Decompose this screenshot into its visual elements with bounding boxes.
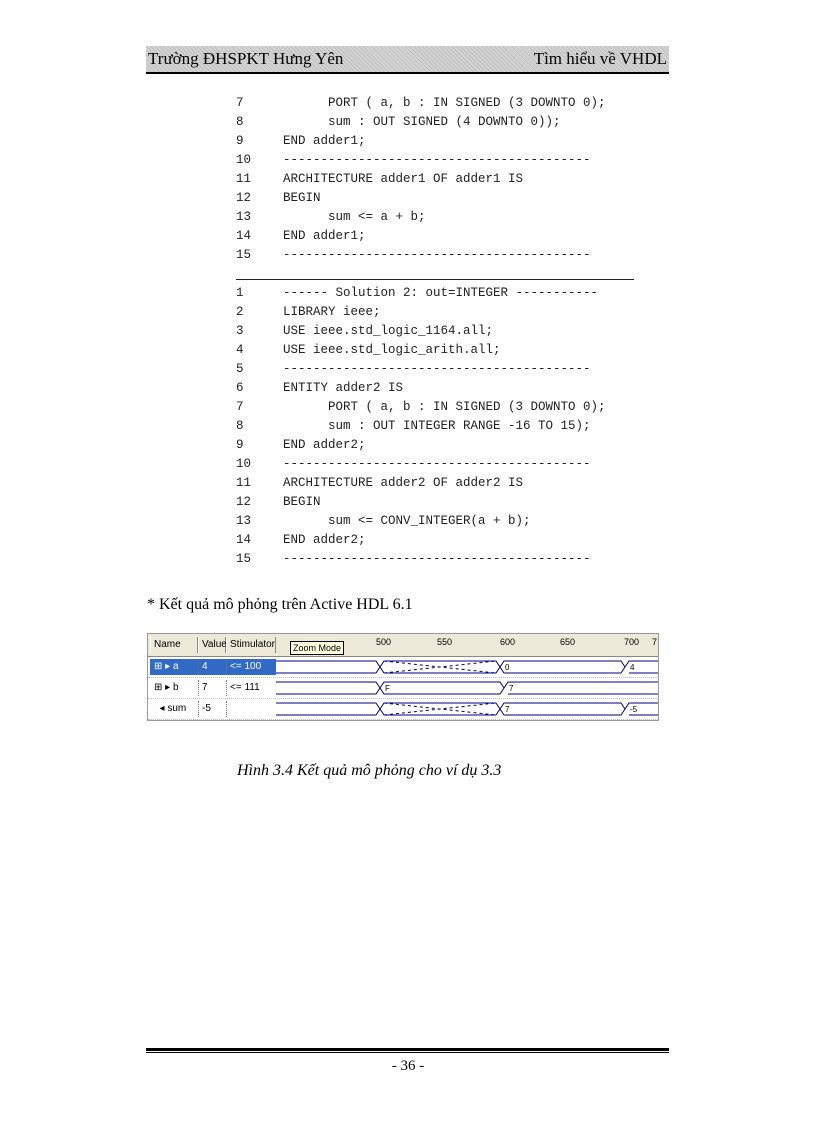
code-text: -----------------------------------------: [283, 248, 591, 262]
line-number: 10: [236, 457, 252, 471]
code-text: sum <= CONV_INTEGER(a + b);: [283, 514, 531, 528]
waveform-b: [276, 678, 658, 698]
code-line: [236, 246, 646, 265]
line-number: 9: [236, 438, 244, 452]
code-text: -----------------------------------------: [283, 457, 591, 471]
section-title: * Kết quả mô phỏng trên Active HDL 6.1: [147, 596, 413, 613]
column-stimulator[interactable]: Stimulator: [226, 637, 276, 653]
waveform-a: [276, 657, 658, 677]
tick-label: 7: [652, 637, 658, 647]
code-text: -----------------------------------------: [283, 362, 591, 376]
line-number: 8: [236, 419, 244, 433]
wave-label: 0: [505, 663, 510, 672]
code-line: [236, 512, 646, 531]
signal-stimulator[interactable]: <= 111: [226, 680, 276, 696]
code-line: [236, 360, 646, 379]
signal-stimulator[interactable]: <= 100: [226, 659, 276, 675]
code-text: PORT ( a, b : IN SIGNED (3 DOWNTO 0);: [283, 96, 606, 110]
code-text: END adder2;: [283, 533, 366, 547]
code-text: END adder1;: [283, 229, 366, 243]
wave-label: F: [385, 684, 390, 693]
line-number: 2: [236, 305, 244, 319]
signal-stimulator[interactable]: [226, 701, 276, 717]
page-number: - 36 -: [391, 1058, 425, 1074]
code-text: sum : OUT INTEGER RANGE -16 TO 15);: [283, 419, 591, 433]
code-text: -----------------------------------------: [283, 552, 591, 566]
line-number: 13: [236, 210, 252, 224]
tick-label: 700: [624, 637, 640, 647]
code-line: [236, 531, 646, 550]
line-number: 7: [236, 96, 244, 110]
code-text: ENTITY adder2 IS: [283, 381, 404, 395]
line-number: 5: [236, 362, 244, 376]
code-separator: [236, 265, 634, 280]
waveform-viewer[interactable]: [147, 633, 659, 721]
signal-row-sum[interactable]: [148, 699, 658, 720]
line-number: 3: [236, 324, 244, 338]
line-number: 14: [236, 229, 252, 243]
tick-label: 550: [437, 637, 453, 647]
tick-label: 500: [376, 637, 392, 647]
code-line: [236, 284, 646, 303]
line-number: 10: [236, 153, 252, 167]
code-text: sum <= a + b;: [283, 210, 426, 224]
code-text: END adder2;: [283, 438, 366, 452]
waveform-header: [148, 634, 658, 657]
line-number: 4: [236, 343, 244, 357]
wave-label: 7: [505, 705, 510, 714]
code-text: ARCHITECTURE adder1 OF adder1 IS: [283, 172, 524, 186]
code-line: [236, 436, 646, 455]
code-line: [236, 94, 646, 113]
code-text: ARCHITECTURE adder2 OF adder2 IS: [283, 476, 524, 490]
wave-label: -5: [630, 705, 638, 714]
code-text: PORT ( a, b : IN SIGNED (3 DOWNTO 0);: [283, 400, 606, 414]
signal-name[interactable]: ◂ sum: [154, 703, 187, 714]
signal-value: -5: [198, 701, 226, 717]
header-school: Trường ĐHSPKT Hưng Yên: [148, 49, 344, 68]
line-number: 6: [236, 381, 244, 395]
page-header: [146, 46, 669, 74]
code-line: [236, 550, 646, 569]
column-name[interactable]: Name: [150, 637, 198, 653]
signal-name[interactable]: ⊞ ▸ b: [154, 682, 179, 693]
signal-value: 7: [198, 680, 226, 696]
zoom-mode-tooltip: Zoom Mode: [290, 641, 344, 655]
code-line: [236, 474, 646, 493]
line-number: 15: [236, 552, 252, 566]
code-line: [236, 189, 646, 208]
line-number: 13: [236, 514, 252, 528]
code-text: USE ieee.std_logic_1164.all;: [283, 324, 494, 338]
line-number: 14: [236, 533, 252, 547]
code-block-adder2: [236, 284, 646, 569]
footer-rule-thin: [146, 1052, 669, 1053]
wave-label: 4: [630, 663, 635, 672]
code-text: ------ Solution 2: out=INTEGER -----------: [283, 286, 599, 300]
waveform-sum: [276, 699, 658, 719]
code-text: USE ieee.std_logic_arith.all;: [283, 343, 501, 357]
header-topic: Tìm hiểu về VHDL: [533, 49, 667, 68]
signal-row-b[interactable]: [148, 678, 658, 699]
code-listing: [236, 94, 646, 569]
tick-label: 650: [560, 637, 576, 647]
figure-caption: Hình 3.4 Kết quả mô phỏng cho ví dụ 3.3: [237, 762, 502, 779]
code-text: LIBRARY ieee;: [283, 305, 381, 319]
line-number: 8: [236, 115, 244, 129]
code-line: [236, 322, 646, 341]
code-line: [236, 493, 646, 512]
line-number: 7: [236, 400, 244, 414]
code-line: [236, 151, 646, 170]
code-text: sum : OUT SIGNED (4 DOWNTO 0));: [283, 115, 561, 129]
code-text: -----------------------------------------: [283, 153, 591, 167]
code-line: [236, 398, 646, 417]
code-line: [236, 379, 646, 398]
line-number: 11: [236, 476, 252, 490]
code-text: BEGIN: [283, 495, 321, 509]
code-block-adder1: [236, 94, 646, 265]
code-line: [236, 341, 646, 360]
tick-label: 600: [500, 637, 516, 647]
column-value[interactable]: Value: [198, 637, 226, 653]
line-number: 12: [236, 495, 252, 509]
code-line: [236, 208, 646, 227]
line-number: 12: [236, 191, 252, 205]
signal-value: 4: [198, 659, 226, 675]
line-number: 15: [236, 248, 252, 262]
signal-name[interactable]: ⊞ ▸ a: [150, 659, 198, 675]
code-line: [236, 170, 646, 189]
line-number: 1: [236, 286, 244, 300]
code-text: END adder1;: [283, 134, 366, 148]
code-text: BEGIN: [283, 191, 321, 205]
code-line: [236, 455, 646, 474]
code-line: [236, 227, 646, 246]
code-line: [236, 113, 646, 132]
code-line: [236, 303, 646, 322]
code-line: [236, 132, 646, 151]
code-line: [236, 417, 646, 436]
footer-rule: [146, 1048, 669, 1051]
signal-row-a[interactable]: [148, 657, 658, 678]
line-number: 9: [236, 134, 244, 148]
line-number: 11: [236, 172, 252, 186]
wave-label: 7: [509, 684, 514, 693]
